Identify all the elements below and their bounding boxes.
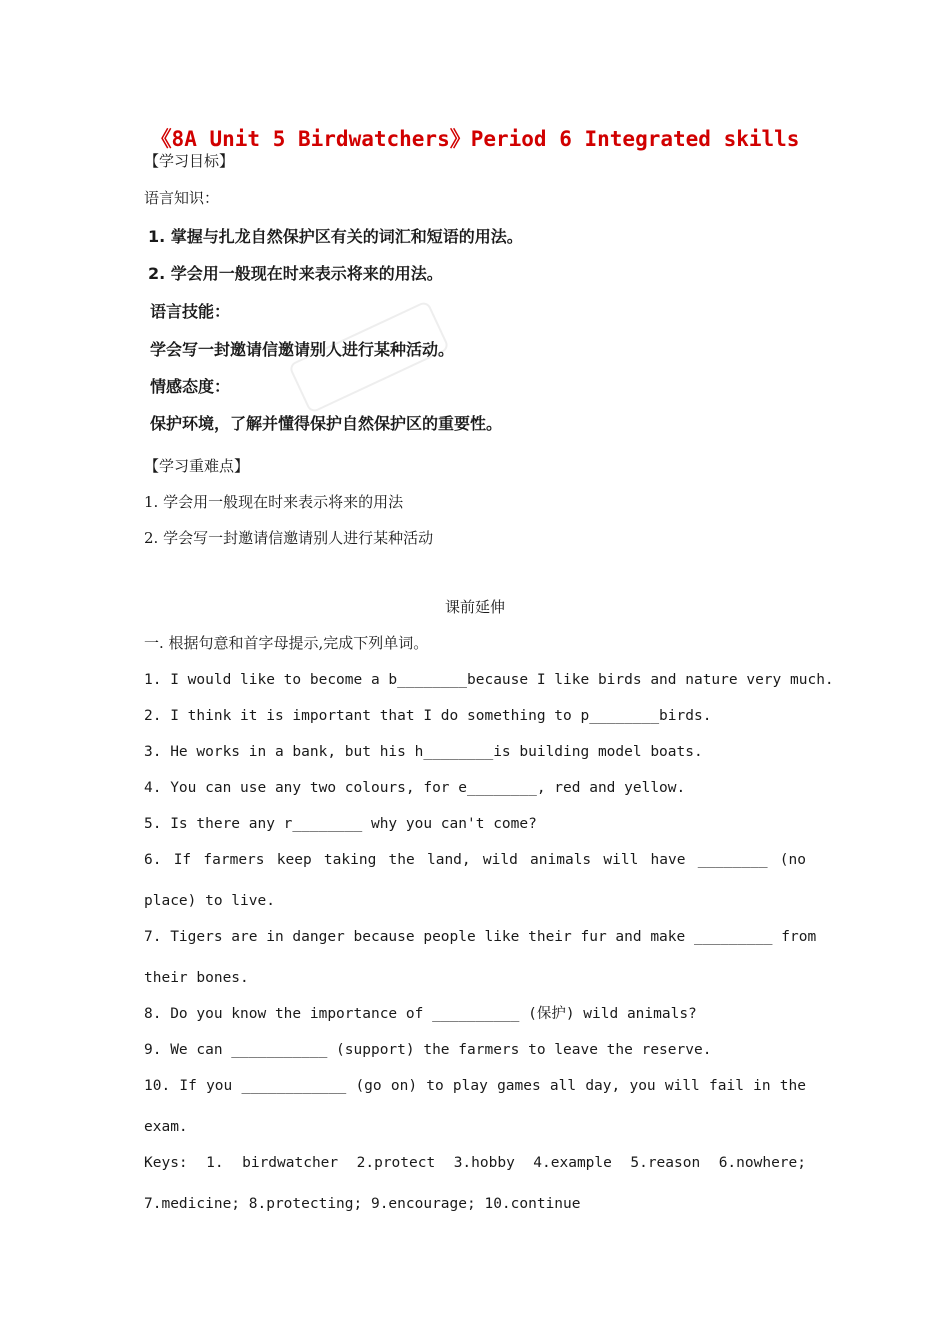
knowledge-label: 语言知识： <box>144 189 220 207</box>
question-4: 4. You can use any two colours, for e________, red and yellow. <box>144 780 686 796</box>
question-6-line-1: 6. If farmers keep taking the land, wild animals will have ________ (no <box>144 852 806 868</box>
skills-text: 学会写一封邀请信邀请别人进行某种活动。 <box>150 340 455 359</box>
question-9: 9. We can ___________ (support) the farmers to leave the reserve. <box>144 1042 712 1058</box>
question-3: 3. He works in a bank, but his h________is building model boats. <box>144 744 703 760</box>
watermark-stamp <box>288 300 450 414</box>
question-1: 1. I would like to become a b________because I like birds and nature very much. <box>144 672 834 688</box>
attitude-label: 情感态度： <box>150 377 231 396</box>
page-title: 《8A Unit 5 Birdwatchers》Period 6 Integrated skills <box>150 127 800 151</box>
key-point-2: 2. 学会写一封邀请信邀请别人进行某种活动 <box>144 529 434 547</box>
key-points-header: 【学习重难点】 <box>144 457 250 475</box>
objectives-header: 【学习目标】 <box>144 152 235 170</box>
key-point-1: 1. 学会用一般现在时来表示将来的用法 <box>144 493 404 511</box>
question-7-line-1: 7. Tigers are in danger because people like their fur and make _________ from <box>144 929 817 945</box>
question-2: 2. I think it is important that I do something to p________birds. <box>144 708 712 724</box>
answer-keys-line-1: Keys: 1. birdwatcher 2.protect 3.hobby 4.example 5.reason 6.nowhere; <box>144 1155 806 1171</box>
knowledge-item-2: 2. 学会用一般现在时来表示将来的用法。 <box>148 264 443 283</box>
question-10-line-2: exam. <box>144 1119 188 1135</box>
question-10-line-1: 10. If you ____________ (go on) to play games all day, you will fail in the <box>144 1078 806 1094</box>
answer-keys-line-2: 7.medicine; 8.protecting; 9.encourage; 10.continue <box>144 1196 581 1212</box>
attitude-text: 保护环境，了解并懂得保护自然保护区的重要性。 <box>150 414 503 433</box>
question-5: 5. Is there any r________ why you can't come? <box>144 816 537 832</box>
preview-heading: 课前延伸 <box>444 598 505 616</box>
skills-label: 语言技能： <box>150 302 231 321</box>
question-8: 8. Do you know the importance of __________ (保护) wild animals? <box>144 1006 697 1022</box>
question-7-line-2: their bones. <box>144 970 249 986</box>
knowledge-item-1: 1. 掌握与扎龙自然保护区有关的词汇和短语的用法。 <box>148 227 523 246</box>
exercise-instruction: 一. 根据句意和首字母提示,完成下列单词。 <box>144 634 429 652</box>
question-6-line-2: place) to live. <box>144 893 275 909</box>
